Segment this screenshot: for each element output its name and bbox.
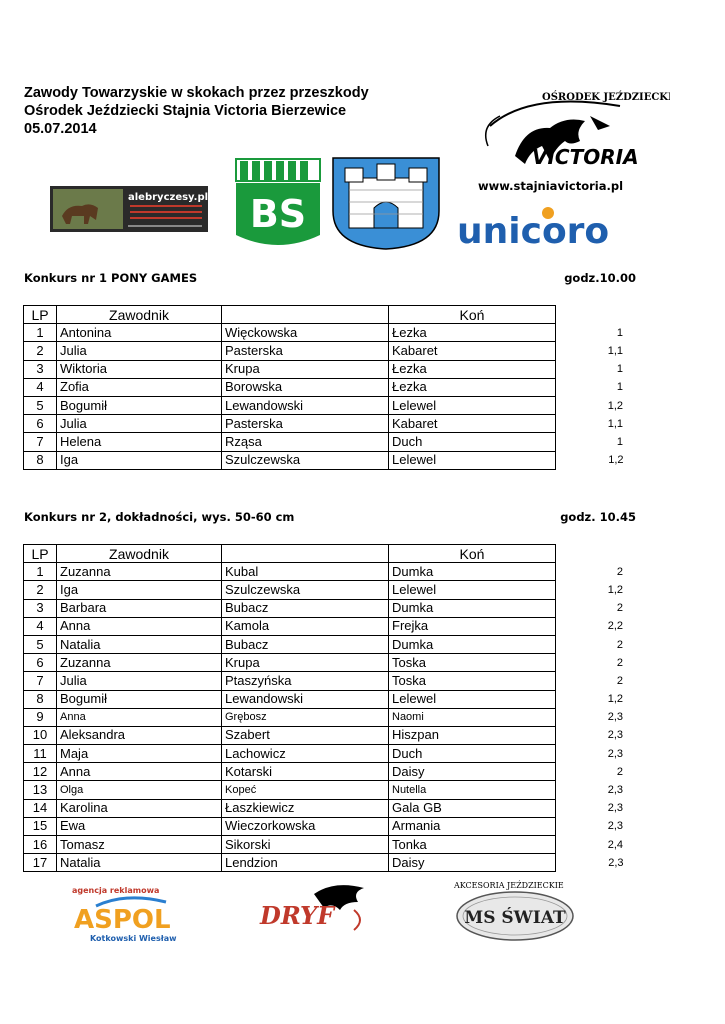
row-difficulty: 2 — [616, 674, 623, 687]
row-difficulty: 2,3 — [607, 820, 623, 833]
results-table-2 — [23, 544, 624, 872]
row-first-name: Anna — [57, 763, 222, 781]
row-horse: Lelewel — [389, 690, 556, 708]
row-lp: 3 — [24, 599, 57, 617]
row-first-name: Zuzanna — [57, 563, 222, 581]
header-diff-empty — [556, 306, 624, 324]
row-difficulty: 1,2 — [607, 583, 623, 596]
row-first-name: Karolina — [57, 799, 222, 817]
row-lp: 6 — [24, 415, 57, 433]
row-first-name: Ewa — [57, 817, 222, 835]
row-last-name: Łaszkiewicz — [222, 799, 389, 817]
msswiat-name-text: MS ŚWIAT — [464, 908, 566, 928]
dryf-logo — [254, 880, 380, 938]
row-lp: 7 — [24, 433, 57, 451]
row-last-name: Szulczewska — [222, 451, 389, 469]
title-line-2: Ośrodek Jeździecki Stajnia Victoria Bierzewice — [24, 103, 347, 119]
row-horse: Dumka — [389, 563, 556, 581]
row-first-name: Julia — [57, 342, 222, 360]
row-horse: Łezka — [389, 360, 556, 378]
row-lp: 2 — [24, 342, 57, 360]
row-difficulty: 1,2 — [607, 693, 623, 706]
row-last-name: Kopeć — [222, 781, 389, 799]
table-row — [24, 672, 624, 690]
row-first-name: Zofia — [57, 378, 222, 396]
row-horse: Toska — [389, 654, 556, 672]
section-1-time: godz.10.00 — [564, 271, 636, 285]
aspol-logo — [66, 884, 184, 944]
row-difficulty: 2 — [616, 602, 623, 615]
table-header-row — [24, 306, 624, 324]
row-lp: 6 — [24, 654, 57, 672]
table-row — [24, 635, 624, 653]
row-first-name: Zuzanna — [57, 654, 222, 672]
table-row — [24, 581, 624, 599]
row-last-name: Kubal — [222, 563, 389, 581]
table-row — [24, 563, 624, 581]
row-first-name: Bogumił — [57, 396, 222, 414]
alebryczesy-logo — [50, 186, 208, 232]
row-difficulty: 1,1 — [607, 344, 623, 357]
results-table-1 — [23, 305, 624, 470]
row-lp: 5 — [24, 396, 57, 414]
table-row — [24, 599, 624, 617]
header-horse: Koń — [389, 306, 556, 324]
header-rider: Zawodnik — [57, 545, 222, 563]
table-row — [24, 799, 624, 817]
row-first-name: Julia — [57, 672, 222, 690]
table-row — [24, 817, 624, 835]
row-lp: 1 — [24, 563, 57, 581]
table-row — [24, 781, 624, 799]
row-first-name: Natalia — [57, 854, 222, 872]
row-horse: Lelewel — [389, 451, 556, 469]
row-last-name: Lachowicz — [222, 745, 389, 763]
row-horse: Daisy — [389, 763, 556, 781]
row-horse: Duch — [389, 433, 556, 451]
header-rider: Zawodnik — [57, 306, 222, 324]
row-last-name: Więckowska — [222, 324, 389, 342]
row-difficulty: 1,1 — [607, 417, 623, 430]
table-row — [24, 726, 624, 744]
row-lp: 2 — [24, 581, 57, 599]
row-first-name: Barbara — [57, 599, 222, 617]
section-2-heading — [24, 510, 636, 524]
row-first-name: Aleksandra — [57, 726, 222, 744]
aspol-name-text: ASPOL — [74, 905, 171, 935]
victoria-top-text: OŚRODEK JEŹDZIECKI — [542, 92, 670, 103]
victoria-logo — [470, 86, 670, 198]
row-difficulty: 1 — [616, 381, 623, 394]
row-lp: 9 — [24, 708, 57, 726]
row-horse: Naomi — [389, 708, 556, 726]
row-first-name: Iga — [57, 581, 222, 599]
table-row — [24, 342, 624, 360]
aspol-bottom-text: Kotkowski Wiesław — [90, 934, 177, 943]
row-horse: Duch — [389, 745, 556, 763]
row-lp: 17 — [24, 854, 57, 872]
row-horse: Łezka — [389, 324, 556, 342]
row-first-name: Julia — [57, 415, 222, 433]
row-last-name: Szulczewska — [222, 581, 389, 599]
row-difficulty: 2,3 — [607, 711, 623, 724]
title-line-1: Zawody Towarzyskie w skokach przez przeszkody — [24, 85, 369, 101]
row-horse: Kabaret — [389, 415, 556, 433]
header-empty — [222, 306, 389, 324]
row-horse: Nutella — [389, 781, 556, 799]
row-horse: Kabaret — [389, 342, 556, 360]
unicoro-text: unicoro — [457, 211, 610, 251]
dryf-text: DRYF — [260, 901, 335, 930]
table-row — [24, 854, 624, 872]
row-difficulty: 2,3 — [607, 747, 623, 760]
table-row — [24, 451, 624, 469]
aspol-top-text: agencja reklamowa — [72, 886, 160, 895]
row-first-name: Olga — [57, 781, 222, 799]
row-difficulty: 1 — [616, 363, 623, 376]
table-row — [24, 836, 624, 854]
row-difficulty: 2,2 — [607, 620, 623, 633]
row-lp: 14 — [24, 799, 57, 817]
row-last-name: Szabert — [222, 726, 389, 744]
row-difficulty: 2,3 — [607, 802, 623, 815]
row-difficulty: 1 — [616, 435, 623, 448]
table-row — [24, 378, 624, 396]
row-horse: Toska — [389, 672, 556, 690]
coat-of-arms-logo — [331, 156, 441, 251]
table-row — [24, 654, 624, 672]
row-horse: Tonka — [389, 836, 556, 854]
row-lp: 15 — [24, 817, 57, 835]
table-row — [24, 617, 624, 635]
row-last-name: Lewandowski — [222, 690, 389, 708]
row-difficulty: 2,3 — [608, 856, 624, 869]
table-row — [24, 745, 624, 763]
row-last-name: Borowska — [222, 378, 389, 396]
row-first-name: Anna — [57, 708, 222, 726]
table-row — [24, 396, 624, 414]
row-last-name: Bubacz — [222, 599, 389, 617]
row-horse: Lelewel — [389, 396, 556, 414]
row-lp: 16 — [24, 836, 57, 854]
table-row — [24, 763, 624, 781]
row-first-name: Iga — [57, 451, 222, 469]
row-lp: 10 — [24, 726, 57, 744]
row-first-name: Antonina — [57, 324, 222, 342]
row-horse: Łezka — [389, 378, 556, 396]
row-lp: 7 — [24, 672, 57, 690]
row-lp: 1 — [24, 324, 57, 342]
table-row — [24, 690, 624, 708]
table-header-row — [24, 545, 624, 563]
section-2-title: Konkurs nr 2, dokładności, wys. 50-60 cm — [24, 510, 295, 524]
row-first-name: Tomasz — [57, 836, 222, 854]
row-last-name: Wieczorkowska — [222, 817, 389, 835]
row-last-name: Pasterska — [222, 342, 389, 360]
table-row — [24, 708, 624, 726]
row-difficulty: 2,4 — [607, 838, 623, 851]
row-lp: 8 — [24, 451, 57, 469]
header-diff-empty — [556, 545, 624, 563]
header-horse: Koń — [389, 545, 556, 563]
row-last-name: Ptaszyńska — [222, 672, 389, 690]
table-row — [24, 360, 624, 378]
row-last-name: Grębosz — [222, 708, 389, 726]
row-last-name: Lendzion — [222, 854, 389, 872]
row-horse: Frejka — [389, 617, 556, 635]
row-lp: 4 — [24, 378, 57, 396]
alebryczesy-name: alebryczesy.pl — [128, 192, 208, 203]
row-last-name: Rząsa — [222, 433, 389, 451]
row-difficulty: 2 — [616, 656, 623, 669]
section-1-title: Konkurs nr 1 PONY GAMES — [24, 271, 198, 285]
table-row — [24, 415, 624, 433]
row-last-name: Pasterska — [222, 415, 389, 433]
row-lp: 5 — [24, 635, 57, 653]
row-last-name: Lewandowski — [222, 396, 389, 414]
section-1-heading — [24, 271, 636, 285]
row-lp: 11 — [24, 745, 57, 763]
row-difficulty: 2 — [616, 638, 623, 651]
row-difficulty: 1 — [616, 326, 623, 339]
row-lp: 3 — [24, 360, 57, 378]
row-last-name: Kotarski — [222, 763, 389, 781]
bs-bank-logo — [234, 157, 322, 250]
row-first-name: Anna — [57, 617, 222, 635]
row-last-name: Sikorski — [222, 836, 389, 854]
section-2-time: godz. 10.45 — [560, 510, 636, 524]
title-date: 05.07.2014 — [24, 121, 97, 137]
row-lp: 12 — [24, 763, 57, 781]
table-row — [24, 433, 624, 451]
row-last-name: Bubacz — [222, 635, 389, 653]
header-empty — [222, 545, 389, 563]
victoria-name-text: VICTORIA — [532, 145, 639, 169]
row-difficulty: 2 — [616, 565, 623, 578]
row-first-name: Wiktoria — [57, 360, 222, 378]
row-difficulty: 2 — [616, 765, 623, 778]
msswiat-top-text: AKCESORIA JEŹDZIECKIE — [454, 881, 564, 890]
row-horse: Hiszpan — [389, 726, 556, 744]
row-first-name: Maja — [57, 745, 222, 763]
row-first-name: Bogumił — [57, 690, 222, 708]
row-first-name: Helena — [57, 433, 222, 451]
row-first-name: Natalia — [57, 635, 222, 653]
row-horse: Dumka — [389, 635, 556, 653]
header-lp: LP — [24, 545, 57, 563]
bs-text: BS — [249, 192, 307, 236]
row-lp: 8 — [24, 690, 57, 708]
row-horse: Daisy — [389, 854, 556, 872]
unicoro-logo — [455, 205, 680, 251]
row-lp: 13 — [24, 781, 57, 799]
header-lp: LP — [24, 306, 57, 324]
row-last-name: Krupa — [222, 654, 389, 672]
row-horse: Armania — [389, 817, 556, 835]
table-row — [24, 324, 624, 342]
row-difficulty: 2,3 — [607, 729, 623, 742]
row-horse: Gala GB — [389, 799, 556, 817]
row-last-name: Krupa — [222, 360, 389, 378]
document-title — [24, 84, 369, 138]
row-difficulty: 1,2 — [608, 454, 624, 467]
ms-swiat-logo — [452, 880, 578, 942]
row-horse: Lelewel — [389, 581, 556, 599]
row-lp: 4 — [24, 617, 57, 635]
row-last-name: Kamola — [222, 617, 389, 635]
row-difficulty: 2,3 — [607, 784, 623, 797]
row-horse: Dumka — [389, 599, 556, 617]
victoria-url-text: www.stajniavictoria.pl — [478, 179, 624, 193]
row-difficulty: 1,2 — [607, 399, 623, 412]
